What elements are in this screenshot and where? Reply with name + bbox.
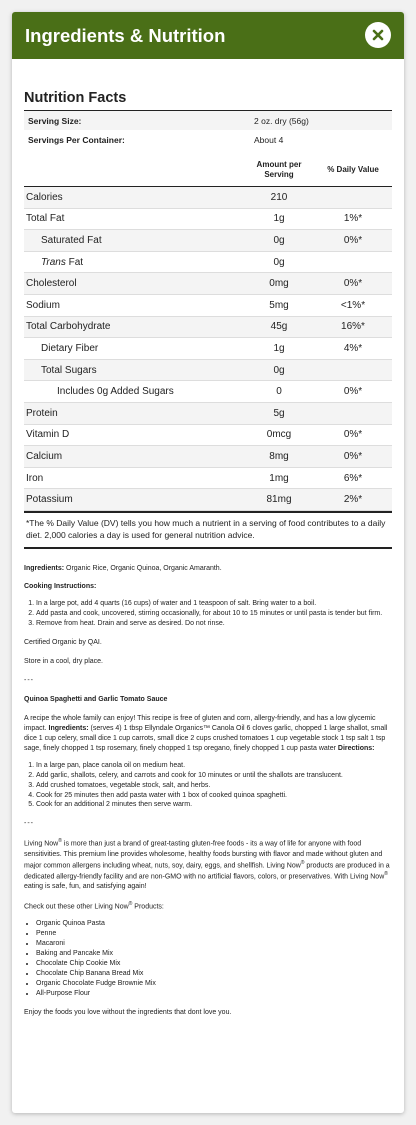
nutrient-daily-value: 1%*	[343, 213, 363, 225]
product-item: • Chocolate Chip Cookie Mix	[36, 959, 392, 969]
nutrient-daily-value: 0%*	[343, 429, 363, 441]
nutrient-row	[24, 446, 392, 468]
nutrient-row	[24, 187, 392, 209]
nutrient-amount: 1g	[273, 342, 285, 354]
nutrient-amount: 0g	[273, 364, 285, 376]
registered-mark: ®	[128, 901, 133, 908]
daily-value-column-header: % Daily Value	[327, 165, 379, 174]
serving-size-value: 2 oz. dry (56g)	[254, 115, 309, 126]
about-text	[24, 838, 392, 892]
nutrient-amount: 5g	[273, 407, 285, 419]
product-item: • Chocolate Chip Banana Bread Mix	[36, 969, 392, 979]
nutrient-name: Calcium	[26, 450, 63, 462]
ingredients-label: Ingredients:	[24, 564, 65, 572]
separator-2: ---	[24, 820, 34, 828]
storage-text: Store in a cool, dry place.	[24, 658, 103, 666]
ingredients-nutrition-panel	[12, 12, 404, 1113]
nutrient-amount: 0mg	[269, 278, 289, 290]
about-part-2: is more than just a brand of great-tasting gluten-free foods - its a way of life for anyone with food sensitivities. This premium line provides wholesome, healthy foods bursting with flavor and made without gluten and major common allergens including wheat, nuts, soy, dairy, eggs, and shellfish. Living Now	[24, 840, 383, 869]
direction-step: 5. Cook for an additional 2 minutes then serve warm.	[36, 800, 392, 810]
nutrient-row	[24, 489, 392, 511]
nutrient-name: Iron	[26, 472, 44, 484]
nutrient-daily-value: 16%*	[341, 321, 365, 333]
nutrient-amount: 210	[270, 191, 288, 203]
product-item: • Organic Chocolate Fudge Brownie Mix	[36, 979, 392, 989]
nutrient-amount: 0mcg	[266, 429, 292, 441]
registered-mark: ®	[300, 859, 305, 866]
nutrient-row	[24, 403, 392, 425]
panel-header	[12, 12, 404, 59]
nutrition-facts-title: Nutrition Facts	[24, 90, 392, 111]
nutrient-amount: 0	[276, 386, 282, 398]
nutrient-name: Potassium	[26, 494, 73, 506]
nutrient-daily-value: 2%*	[343, 494, 363, 506]
nutrient-name-suffix: Fat	[65, 256, 84, 268]
ingredients-value: Organic Rice, Organic Quinoa, Organic Amaranth.	[64, 564, 222, 572]
nutrient-name: Dietary Fiber	[41, 342, 99, 354]
about-part-1: Living Now	[24, 840, 59, 848]
about-part-3: products are produced in a dedicated allergy-friendly facility and are non-GMO with no artificial flavors, colors, or preservatives. With Living Now	[24, 861, 390, 881]
direction-step: 1. In a large pan, place canola oil on medium heat.	[36, 761, 392, 771]
check-part-2: Products:	[132, 903, 164, 911]
product-item: • Organic Quinoa Pasta	[36, 919, 392, 929]
nutrient-daily-value: 0%*	[343, 278, 363, 290]
recipe-ingredients-label: Ingredients:	[48, 724, 89, 732]
amount-column-header: Amount per Serving	[256, 159, 302, 179]
nutrient-amount: 1g	[273, 213, 285, 225]
nutrient-row	[24, 295, 392, 317]
nutrient-daily-value: 0%*	[343, 386, 363, 398]
direction-step: 3. Add crushed tomatoes, vegetable stock, salt, and herbs.	[36, 781, 392, 791]
nutrient-amount: 81mg	[266, 494, 292, 506]
nutrient-amount: 5mg	[269, 299, 289, 311]
nutrient-amount: 45g	[270, 321, 288, 333]
nutrient-name: Includes 0g Added Sugars	[57, 386, 174, 398]
closing-text: Enjoy the foods you love without the ingredients that dont love you.	[24, 1008, 232, 1016]
nutrient-row	[24, 468, 392, 490]
recipe-intro: A recipe the whole family can enjoy! This recipe is free of gluten and corn, allergy-friendly, and has a low glycemic impact.	[24, 714, 376, 732]
nutrient-daily-value: 0%*	[343, 234, 363, 246]
nutrient-table	[24, 187, 392, 511]
nutrient-row	[24, 230, 392, 252]
nutrient-row	[24, 209, 392, 231]
close-icon	[372, 29, 384, 41]
nutrient-row	[24, 381, 392, 403]
about-part-4: eating is safe, fun, and satisfying again!	[24, 883, 147, 891]
servings-value: About 4	[254, 134, 284, 145]
nutrient-amount: 1mg	[269, 472, 289, 484]
nutrient-amount: 8mg	[269, 450, 289, 462]
nutrient-daily-value: 0%*	[343, 450, 363, 462]
nutrient-name: Total Carbohydrate	[26, 321, 111, 333]
product-item: • All-Purpose Flour	[36, 989, 392, 999]
nutrient-name: Protein	[26, 407, 58, 419]
cooking-label: Cooking Instructions:	[24, 583, 97, 591]
serving-size-row	[24, 111, 392, 130]
nutrient-name: Saturated Fat	[41, 234, 102, 246]
certified-text: Certified Organic by QAI.	[24, 639, 102, 647]
nutrient-name: Total Fat	[26, 213, 65, 225]
check-part-1: Check out these other Living Now	[24, 903, 129, 911]
nutrient-name: Vitamin D	[26, 429, 70, 441]
nutrient-amount: 0g	[273, 256, 285, 268]
recipe-text	[24, 714, 392, 754]
nutrient-row	[24, 317, 392, 339]
cooking-step: 1. In a large pot, add 4 quarts (16 cups) of water and 1 teaspoon of salt. Bring water to a boil.	[36, 599, 392, 609]
direction-step: 2. Add garlic, shallots, celery, and carrots and cook for 10 minutes or until the shallots are translucent.	[36, 771, 392, 781]
nutrient-amount: 0g	[273, 234, 285, 246]
nutrient-name-italic: Trans	[41, 256, 66, 268]
nutrient-name: Cholesterol	[26, 278, 77, 290]
directions-label: Directions:	[337, 744, 375, 752]
nutrient-name: Sodium	[26, 299, 60, 311]
panel-title: Ingredients & Nutrition	[25, 24, 226, 46]
nutrient-row	[24, 360, 392, 382]
recipe-title: Quinoa Spaghetti and Garlic Tomato Sauce	[24, 696, 168, 704]
nutrient-row	[24, 425, 392, 447]
products-list	[24, 919, 392, 999]
nutrient-name: Calories	[26, 191, 63, 203]
cooking-step: 2. Add pasta and cook, uncovered, stirring occasionally, for about 10 to 15 minutes or until pasta is tender but firm.	[36, 609, 392, 619]
nutrient-row	[24, 273, 392, 295]
daily-value-note: *The % Daily Value (DV) tells you how much a nutrient in a serving of food contributes to a daily diet. 2,000 calories a day is used for general nutrition advice.	[24, 511, 392, 549]
nutrient-row	[24, 338, 392, 360]
cooking-steps	[24, 599, 392, 629]
registered-mark: ®	[58, 838, 62, 845]
nutrition-table-header	[24, 153, 392, 187]
nutrient-name	[24, 257, 244, 268]
close-button[interactable]	[365, 22, 391, 48]
product-details	[24, 564, 392, 1018]
check-out-text	[24, 901, 392, 912]
product-item: • Penne	[36, 929, 392, 939]
separator: ---	[24, 677, 34, 685]
direction-step: 4. Cook for 25 minutes then add pasta water with 1 box of cooked quinoa spaghetti.	[36, 791, 392, 801]
recipe-ingredients-text: (serves 4) 1 tbsp Ellyndale Organics™ Canola Oil 6 cloves garlic, chopped 1 large shallot, small dice 1 cup celery, small dice 1 cup carrots, small dice 2 cups crushed tomatoes 1 cup vegetable stock 1 tsp salt 1 tsp sage, finely chopped 1 tsp rosemary, finely chopped 1 tsp oregano, finely chopped 1 cup pasta water	[24, 724, 388, 752]
product-item: • Macaroni	[36, 939, 392, 949]
nutrient-daily-value: 6%*	[343, 472, 363, 484]
ingredients-line	[24, 564, 392, 574]
product-item: • Baking and Pancake Mix	[36, 949, 392, 959]
cooking-step: 3. Remove from heat. Drain and serve as desired. Do not rinse.	[36, 619, 392, 629]
nutrient-daily-value: <1%*	[340, 299, 366, 311]
serving-size-label: Serving Size:	[28, 115, 82, 126]
registered-mark: ®	[384, 870, 388, 877]
nutrient-row	[24, 252, 392, 274]
servings-per-container-row	[24, 130, 392, 149]
servings-label: Servings Per Container:	[28, 134, 125, 145]
directions-steps	[24, 761, 392, 811]
nutrient-name: Total Sugars	[41, 364, 97, 376]
nutrient-daily-value: 4%*	[343, 342, 363, 354]
